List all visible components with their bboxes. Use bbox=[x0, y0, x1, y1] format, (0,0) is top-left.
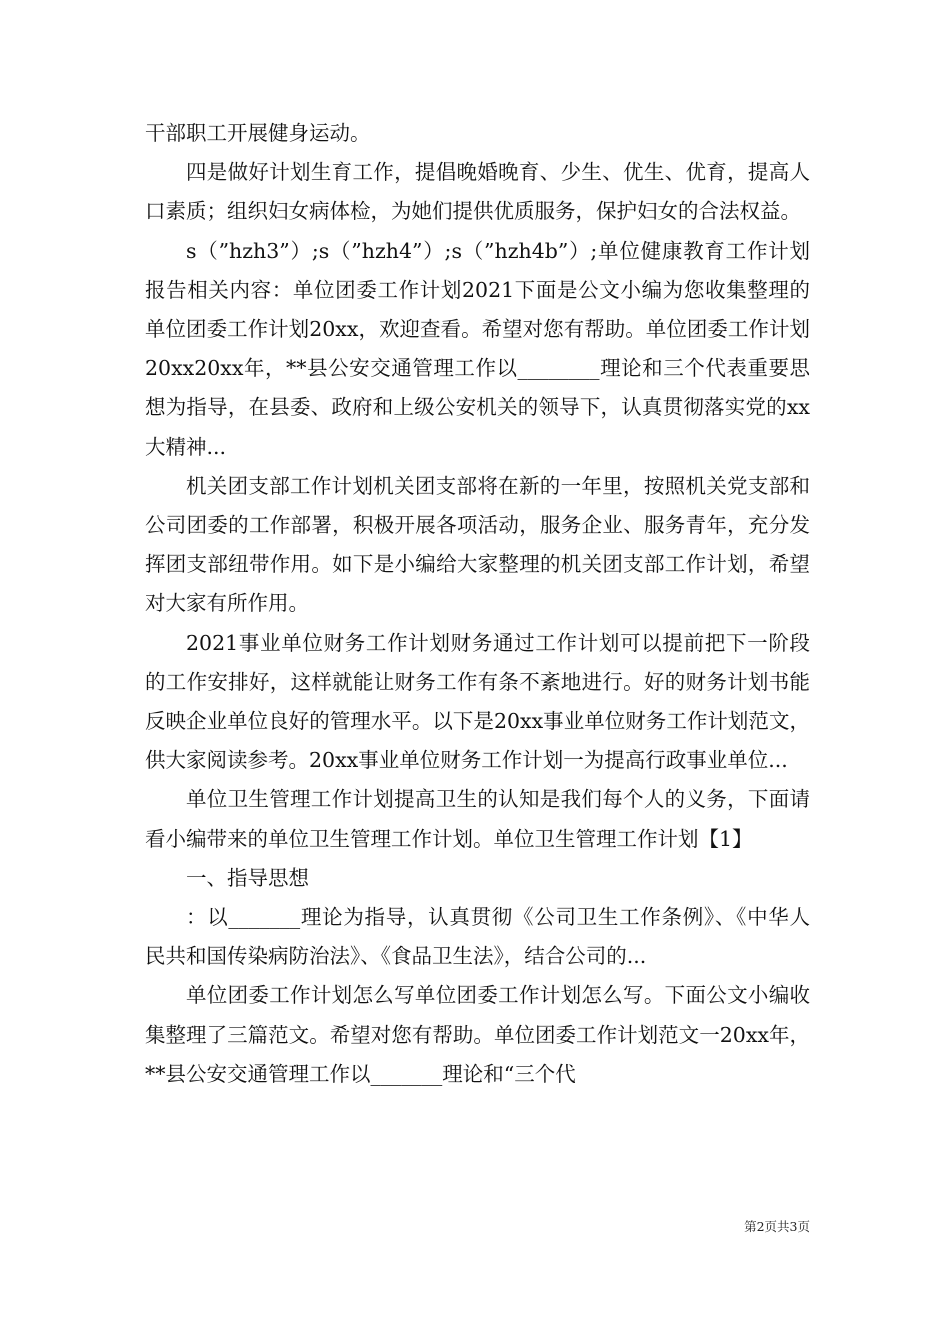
paragraph-youth-league-branch: 机关团支部工作计划机关团支部将在新的一年里，按照机关党支部和公司团委的工作部署，积极开展各项活动，服务企业、服务青年，充分发挥团支部纽带作用。如下是小编给大家整理的机关团支部工作计划，希望对大家有所作用。 bbox=[145, 473, 810, 616]
paragraph-youth-league-howto: 单位团委工作计划怎么写单位团委工作计划怎么写。下面公文小编收集整理了三篇范文。希望对您有帮助。单位团委工作计划范文一20xx年，**县公安交通管理工作以_______理论和“三个代 bbox=[145, 983, 810, 1086]
page-number-footer: 第2页共3页 bbox=[744, 1219, 810, 1234]
section-heading-guiding-ideology: 一、指导思想 bbox=[186, 865, 309, 890]
paragraph-hygiene-plan: 单位卫生管理工作计划提高卫生的认知是我们每个人的义务，下面请看小编带来的单位卫生管理工作计划。单位卫生管理工作计划【1】 bbox=[145, 787, 810, 851]
paragraph-continuation: 干部职工开展健身运动。 bbox=[145, 121, 371, 145]
paragraph-family-planning: 四是做好计划生育工作，提倡晚婚晚育、少生、优生、优育，提高人口素质；组织妇女病体检，为她们提供优质服务，保护妇女的合法权益。 bbox=[145, 160, 810, 224]
document-body bbox=[145, 114, 810, 1094]
paragraph-guiding-ideology: ：以_______理论为指导，认真贯彻《公司卫生工作条例》、《中华人民共和国传染病防治法》、《食品卫生法》，结合公司的... bbox=[145, 905, 810, 969]
paragraph-health-education: s（”hzh3”）;s（”hzh4”）;s（”hzh4b”）;单位健康教育工作计划报告相关内容：单位团委工作计划2021下面是公文小编为您收集整理的单位团委工作计划20xx，欢迎查看。希望对您有帮助。单位团委工作计划20xx20xx年，**县公安交通管理工作以________理论和三个代表重要思想为指导，在县委、政府和上级公安机关的领导下，认真贯彻落实党的xx大精神... bbox=[145, 238, 810, 459]
paragraph-finance-plan: 2021事业单位财务工作计划财务通过工作计划可以提前把下一阶段的工作安排好，这样就能让财务工作有条不紊地进行。好的财务计划书能反映企业单位良好的管理水平。以下是20xx事业单位财务工作计划范文，供大家阅读参考。20xx事业单位财务工作计划一为提高行政事业单位... bbox=[145, 630, 810, 773]
